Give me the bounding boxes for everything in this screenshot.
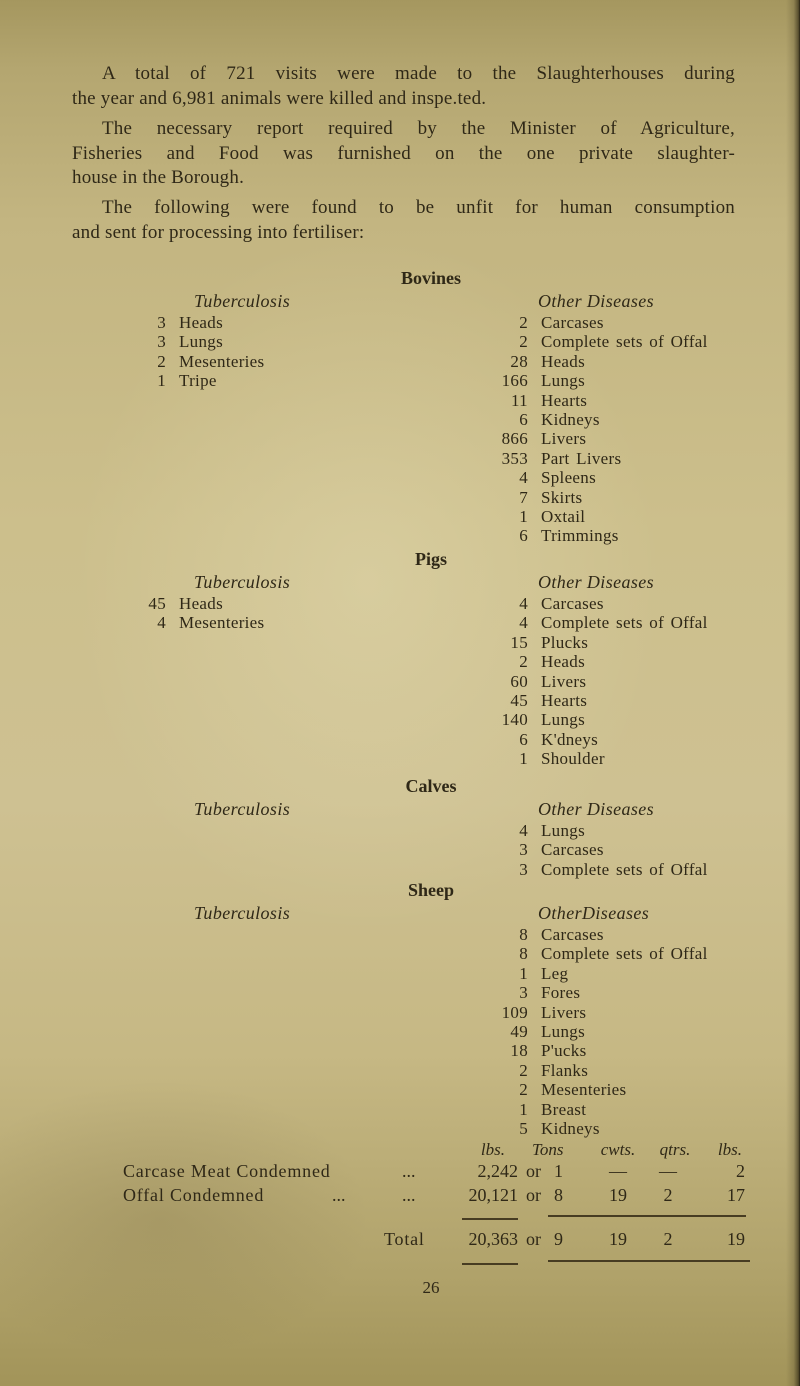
- item-label: Kidneys: [541, 409, 600, 429]
- pigs-other-diseases-column: [420, 572, 780, 769]
- qtrs-value: 2: [663, 1185, 673, 1205]
- item-label: Livers: [541, 671, 587, 691]
- item-label: Breast: [541, 1099, 587, 1119]
- item-count: 11: [511, 390, 528, 410]
- item-label: Skirts: [541, 487, 583, 507]
- item-count: 2: [519, 1060, 528, 1080]
- item-count: 2: [157, 351, 166, 371]
- paragraph-line: The following were found to be unfit for human consumption: [102, 197, 735, 218]
- item-label: Lungs: [541, 710, 585, 730]
- item-label: Lungs: [541, 1021, 585, 1041]
- list-item: [420, 633, 780, 652]
- column-heading-tuberculosis: Tuberculosis: [194, 572, 291, 592]
- item-count: 2: [519, 332, 528, 352]
- sum-rule-imperial: [548, 1215, 746, 1217]
- item-label: Oxtail: [541, 506, 586, 526]
- bovines-other-diseases-column: [420, 291, 780, 546]
- item-count: 5: [519, 1118, 528, 1138]
- header-tons: Tons: [532, 1140, 564, 1159]
- item-count: 6: [519, 729, 528, 749]
- sum-rule-lbs: [462, 1218, 518, 1220]
- section-title-calves: Calves: [405, 776, 457, 796]
- total-rule-imperial: [548, 1260, 750, 1262]
- item-label: Mesenteries: [541, 1080, 627, 1100]
- item-count: 15: [510, 632, 528, 652]
- intro-paragraph-report: [72, 117, 735, 191]
- list-item: [420, 1022, 780, 1041]
- item-label: Heads: [179, 594, 223, 613]
- item-label: Spleens: [541, 468, 596, 488]
- tons-value: 1: [554, 1161, 563, 1181]
- tons-value: 8: [554, 1185, 563, 1205]
- item-label: Tripe: [179, 371, 217, 391]
- list-item: [420, 613, 780, 632]
- list-item: [420, 652, 780, 671]
- list-item: [420, 352, 780, 371]
- list-item: [420, 594, 780, 613]
- section-title-pigs: Pigs: [414, 549, 448, 569]
- list-item: [420, 964, 780, 983]
- list-item: [420, 691, 780, 710]
- qtrs-value: —: [659, 1161, 677, 1181]
- section-title-sheep: Sheep: [407, 880, 455, 900]
- item-count: 1: [519, 506, 528, 526]
- column-heading-tuberculosis: Tuberculosis: [194, 291, 291, 311]
- section-title-bovines: Bovines: [400, 268, 462, 288]
- column-heading-other-diseases: Other Diseases: [538, 291, 655, 311]
- item-label: Flanks: [541, 1060, 589, 1080]
- item-count: 1: [519, 963, 528, 983]
- item-count: 2: [519, 313, 528, 332]
- item-count: 3: [519, 840, 528, 860]
- calves-other-diseases-column: [420, 799, 780, 879]
- intro-paragraph-unfit: [72, 196, 735, 245]
- header-cwts: cwts.: [600, 1140, 636, 1159]
- item-label: Complete sets of Offal: [541, 613, 708, 633]
- item-count: 4: [157, 613, 166, 633]
- list-item: [66, 313, 386, 332]
- list-item: [420, 391, 780, 410]
- sheep-tuberculosis-column: [66, 903, 386, 925]
- item-count: 45: [510, 690, 528, 710]
- list-item: [420, 925, 780, 944]
- sheep-other-diseases-column: [420, 903, 780, 1138]
- page-number: 26: [422, 1278, 440, 1297]
- list-item: [420, 944, 780, 963]
- tons-value: 9: [554, 1229, 563, 1249]
- item-label: Heads: [179, 313, 223, 332]
- intro-paragraph-visits: [72, 62, 735, 111]
- item-label: Carcases: [541, 840, 604, 860]
- leader-dots: ...: [332, 1185, 346, 1205]
- list-item: [420, 821, 780, 840]
- item-label: Carcases: [541, 925, 604, 944]
- list-item: [420, 488, 780, 507]
- item-label: Shoulder: [541, 749, 605, 769]
- lbs2-value: 19: [727, 1229, 745, 1249]
- paragraph-line: and sent for processing into fertiliser:: [72, 221, 365, 243]
- list-item: [66, 332, 386, 351]
- item-count: 1: [519, 749, 528, 769]
- item-count: 2: [519, 1080, 528, 1100]
- cwts-value: 19: [609, 1229, 627, 1249]
- paragraph-line: Fisheries and Food was furnished on the one private slaughter-: [72, 142, 735, 164]
- item-count: 353: [501, 448, 528, 468]
- item-label: Hearts: [541, 390, 588, 410]
- or-text: or: [526, 1185, 541, 1205]
- list-item: [420, 1119, 780, 1138]
- item-label: Fores: [541, 983, 581, 1003]
- item-label: K'dneys: [541, 729, 599, 749]
- item-label: Lungs: [541, 371, 585, 391]
- list-item: [420, 1003, 780, 1022]
- header-lbs: lbs.: [480, 1140, 505, 1159]
- list-item: [420, 332, 780, 351]
- item-label: Leg: [541, 963, 569, 983]
- cwts-value: 19: [609, 1185, 627, 1205]
- item-count: 3: [157, 313, 166, 332]
- item-count: 60: [510, 671, 528, 691]
- list-item: [420, 749, 780, 768]
- list-item: [66, 594, 386, 613]
- column-heading-other-diseases: Other Diseases: [538, 572, 655, 592]
- list-item: [420, 840, 780, 859]
- item-count: 3: [157, 332, 166, 352]
- item-label: Livers: [541, 1002, 587, 1022]
- list-item: [420, 1080, 780, 1099]
- list-item: [420, 429, 780, 448]
- item-count: 3: [519, 859, 528, 879]
- item-count: 45: [148, 594, 166, 613]
- item-count: 109: [501, 1002, 528, 1022]
- list-item: [420, 507, 780, 526]
- item-count: 8: [519, 944, 528, 964]
- lbs-value: 2,242: [477, 1161, 518, 1181]
- leader-dots: ...: [402, 1185, 416, 1205]
- list-item: [420, 468, 780, 487]
- item-count: 140: [501, 710, 528, 730]
- item-label: Livers: [541, 429, 587, 449]
- list-item: [420, 449, 780, 468]
- row-label: Offal Condemned: [123, 1185, 265, 1205]
- item-label: Part Livers: [541, 448, 622, 468]
- header-qtrs: qtrs.: [659, 1140, 691, 1159]
- bovines-tuberculosis-column: [66, 291, 386, 391]
- pigs-tuberculosis-column: [66, 572, 386, 633]
- item-count: 4: [519, 468, 528, 488]
- item-count: 28: [510, 351, 528, 371]
- paragraph-line: The necessary report required by the Minister of Agriculture,: [102, 118, 735, 139]
- list-item: [420, 313, 780, 332]
- item-label: Complete sets of Offal: [541, 944, 708, 964]
- item-count: 1: [157, 371, 166, 391]
- item-label: Trimmings: [541, 526, 619, 546]
- list-item: [66, 371, 386, 390]
- or-text: or: [526, 1161, 541, 1181]
- item-count: 6: [519, 409, 528, 429]
- item-label: P'ucks: [541, 1041, 587, 1061]
- item-count: 1: [519, 1099, 528, 1119]
- item-label: Heads: [541, 652, 585, 672]
- list-item: [420, 371, 780, 390]
- lbs2-value: 17: [727, 1185, 745, 1205]
- item-count: 18: [510, 1041, 528, 1061]
- table-row-total: [0, 1229, 800, 1253]
- column-heading-other-diseases: Other Diseases: [538, 799, 655, 819]
- item-count: 866: [501, 429, 528, 449]
- paragraph-line: house in the Borough.: [72, 167, 245, 188]
- leader-dots: ...: [402, 1161, 416, 1181]
- lbs-value: 20,363: [468, 1229, 518, 1249]
- item-label: Mesenteries: [179, 613, 265, 633]
- table-row-carcase-meat: [0, 1161, 800, 1185]
- lbs2-value: 2: [736, 1161, 745, 1181]
- list-item: [420, 526, 780, 545]
- or-text: or: [526, 1229, 541, 1249]
- table-row-offal: [0, 1185, 800, 1209]
- paragraph-line: the year and 6,981 animals were killed and inspe.ted.: [72, 87, 487, 109]
- item-label: Complete sets of Offal: [541, 332, 708, 352]
- column-heading-tuberculosis: Tuberculosis: [194, 799, 291, 819]
- paragraph-line: A total of 721 visits were made to the Slaughterhouses during: [102, 63, 735, 84]
- list-item: [420, 410, 780, 429]
- total-rule-lbs: [462, 1263, 518, 1265]
- item-label: Kidneys: [541, 1118, 600, 1138]
- column-heading-tuberculosis: Tuberculosis: [194, 903, 291, 923]
- list-item: [420, 672, 780, 691]
- item-count: 6: [519, 526, 528, 546]
- item-label: Hearts: [541, 690, 588, 710]
- list-item: [420, 730, 780, 749]
- item-count: 3: [519, 983, 528, 1003]
- item-count: 4: [519, 594, 528, 613]
- qtrs-value: 2: [663, 1229, 673, 1249]
- item-label: Carcases: [541, 594, 604, 613]
- item-label: Complete sets of Offal: [541, 859, 708, 879]
- item-label: Lungs: [179, 332, 223, 352]
- item-count: 166: [501, 371, 528, 391]
- item-count: 7: [519, 487, 528, 507]
- list-item: [420, 1041, 780, 1060]
- header-lbs2: lbs.: [717, 1140, 742, 1159]
- list-item: [420, 1061, 780, 1080]
- item-count: 49: [510, 1021, 528, 1041]
- item-count: 4: [519, 821, 528, 840]
- list-item: [420, 1100, 780, 1119]
- item-label: Mesenteries: [179, 351, 265, 371]
- list-item: [420, 983, 780, 1002]
- list-item: [66, 613, 386, 632]
- column-heading-other-diseases: OtherDiseases: [538, 903, 650, 923]
- calves-tuberculosis-column: [66, 799, 386, 821]
- total-label: Total: [384, 1229, 425, 1249]
- item-label: Carcases: [541, 313, 604, 332]
- item-label: Heads: [541, 351, 585, 371]
- row-label: Carcase Meat Condemned: [123, 1161, 331, 1181]
- item-count: 8: [519, 925, 528, 944]
- list-item: [420, 710, 780, 729]
- list-item: [66, 352, 386, 371]
- item-label: Lungs: [541, 821, 585, 840]
- item-count: 4: [519, 613, 528, 633]
- cwts-value: —: [609, 1161, 627, 1181]
- item-count: 2: [519, 652, 528, 672]
- lbs-value: 20,121: [468, 1185, 518, 1205]
- list-item: [420, 860, 780, 879]
- item-label: Plucks: [541, 632, 589, 652]
